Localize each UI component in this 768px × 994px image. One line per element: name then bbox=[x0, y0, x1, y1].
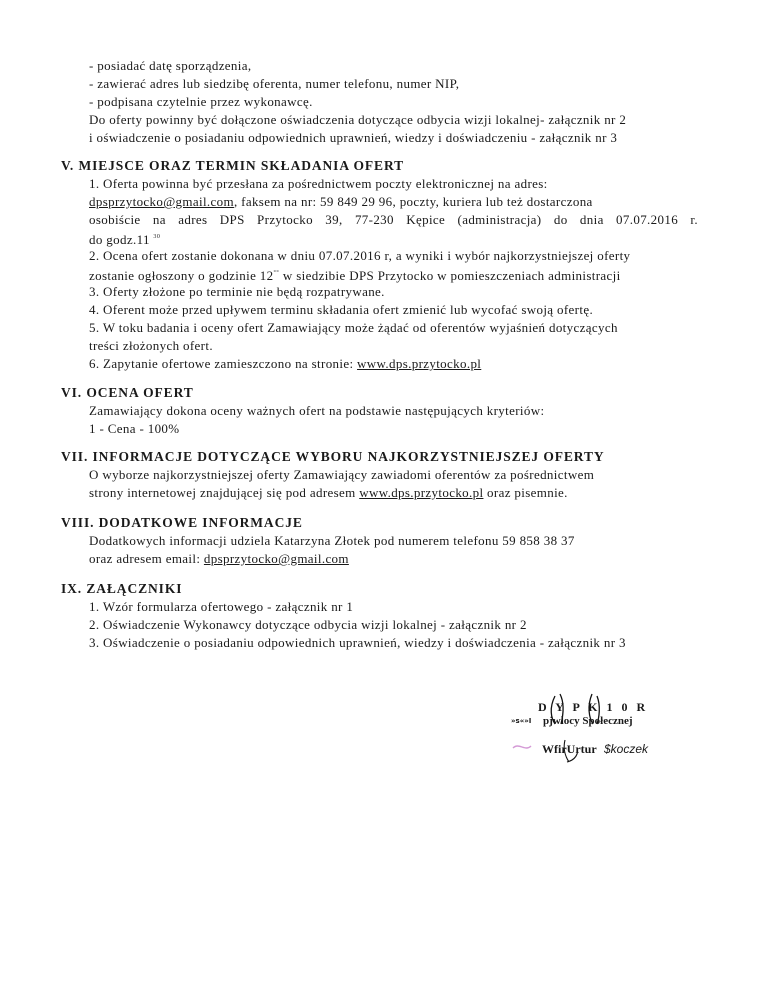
section-5-line-9: 5. W toku badania i oceny ofert Zamawiający może żądać od oferentów wyjaśnień dotyczących bbox=[89, 320, 618, 335]
section-5-line-5: 2. Ocena ofert zostanie dokonana w dniu 07.07.2016 r, a wyniki i wybór najkorzystniejszej oferty bbox=[89, 248, 631, 263]
section-7-heading: VII. INFORMACJE DOTYCZĄCE WYBORU NAJKORZYSTNIEJSZEJ OFERTY bbox=[61, 449, 605, 464]
intro-line-3: - podpisana czytelnie przez wykonawcę. bbox=[89, 94, 313, 109]
section-5-deadline-minutes: 30 bbox=[153, 234, 161, 240]
stamp-top-letters: D Y P K 1 0 R bbox=[538, 700, 649, 714]
section-7-line-1: O wyborze najkorzystniejszej oferty Zamawiający zawiadomi oferentów za pośrednictwem bbox=[89, 467, 595, 482]
stamp-name-a: WfirUrtur bbox=[542, 742, 597, 756]
section-8-heading: VIII. DODATKOWE INFORMACJE bbox=[61, 515, 303, 530]
intro-line-5: i oświadczenie o posiadaniu odpowiednich uprawnień, wiedzy i doświadczeniu - załącznik nr 3 bbox=[89, 130, 618, 145]
section-8-line-2 bbox=[89, 550, 349, 567]
section-5-line-4 bbox=[89, 229, 160, 248]
section-5-line-6-b: w siedzibie DPS Przytocko w pomieszczeniach administracji bbox=[279, 268, 621, 283]
intro-line-4: Do oferty powinny być dołączone oświadczenia dotyczące odbycia wizji lokalnej- załącznik nr 2 bbox=[89, 112, 627, 127]
section-5-line-10: treści złożonych ofert. bbox=[89, 338, 213, 353]
section-5-line-3: osobiście na adres DPS Przytocko 39, 77-230 Kępice (administracja) do dnia 07.07.2016 r. bbox=[89, 212, 698, 227]
section-5-line-11 bbox=[89, 355, 481, 372]
website-link[interactable]: www.dps.przytocko.pl bbox=[357, 356, 482, 371]
email-link-2[interactable]: dpsprzytocko@gmail.com bbox=[203, 551, 349, 566]
stamp-name-b: $koczek bbox=[604, 742, 649, 756]
attachment-item-1: 1. Wzór formularza ofertowego - załącznik nr 1 bbox=[89, 599, 354, 614]
section-8-line-1: Dodatkowych informacji udziela Katarzyna Złotek pod numerem telefonu 59 858 38 37 bbox=[89, 533, 575, 548]
section-5-line-6-sup: °° bbox=[273, 270, 280, 276]
section-5-line-11-text: 6. Zapytanie ofertowe zamieszczono na stronie: bbox=[89, 356, 358, 371]
section-6-line-2: 1 - Cena - 100% bbox=[89, 421, 180, 436]
section-7-line-2-a: strony internetowej znajdującej się pod adresem bbox=[89, 485, 360, 500]
email-link[interactable]: dpsprzytocko@gmail.com bbox=[89, 194, 234, 209]
section-5-line-1: 1. Oferta powinna być przesłana za pośrednictwem poczty elektronicznej na adres: bbox=[89, 176, 548, 191]
section-8-line-2-a: oraz adresem email: bbox=[89, 551, 204, 566]
section-5-line-8: 4. Oferent może przed upływem terminu składania ofert zmienić lub wycofać swoją ofertę. bbox=[89, 302, 594, 317]
section-5-line-2 bbox=[89, 193, 593, 210]
section-7-line-2-b: oraz pisemnie. bbox=[483, 485, 568, 500]
section-7-line-2 bbox=[89, 484, 568, 501]
intro-line-2: - zawierać adres lub siedzibę oferenta, numer telefonu, numer NIP, bbox=[89, 76, 460, 91]
section-5-line-7: 3. Oferty złożone po terminie nie będą rozpatrywane. bbox=[89, 284, 385, 299]
section-6-heading: VI. OCENA OFERT bbox=[61, 385, 194, 400]
section-5-line-2-text: , faksem na nr: 59 849 29 96, poczty, kuriera lub też dostarczona bbox=[233, 194, 593, 209]
section-5-line-6 bbox=[89, 265, 621, 284]
website-link-2[interactable]: www.dps.przytocko.pl bbox=[359, 485, 484, 500]
stamp-line-1: pjwlocy Społecznej bbox=[543, 715, 633, 727]
attachment-item-2: 2. Oświadczenie Wykonawcy dotyczące odbycia wizji lokalnej - załącznik nr 2 bbox=[89, 617, 527, 632]
attachment-item-3: 3. Oświadczenie o posiadaniu odpowiednich uprawnień, wiedzy i doświadczenia - załącznik nr 3 bbox=[89, 635, 626, 650]
intro-line-1: - posiadać datę sporządzenia, bbox=[89, 58, 252, 73]
section-5-deadline-hour: do godz.11 bbox=[89, 232, 150, 247]
stamp-prefix: »s«»I bbox=[511, 717, 532, 725]
section-6-line-1: Zamawiający dokona oceny ważnych ofert na podstawie następujących kryteriów: bbox=[89, 403, 545, 418]
section-5-line-6-a: zostanie ogłoszony o godzinie 12 bbox=[89, 268, 274, 283]
section-9-heading: IX. ZAŁĄCZNIKI bbox=[61, 581, 183, 596]
section-5-heading: V. MIEJSCE ORAZ TERMIN SKŁADANIA OFERT bbox=[61, 158, 405, 173]
